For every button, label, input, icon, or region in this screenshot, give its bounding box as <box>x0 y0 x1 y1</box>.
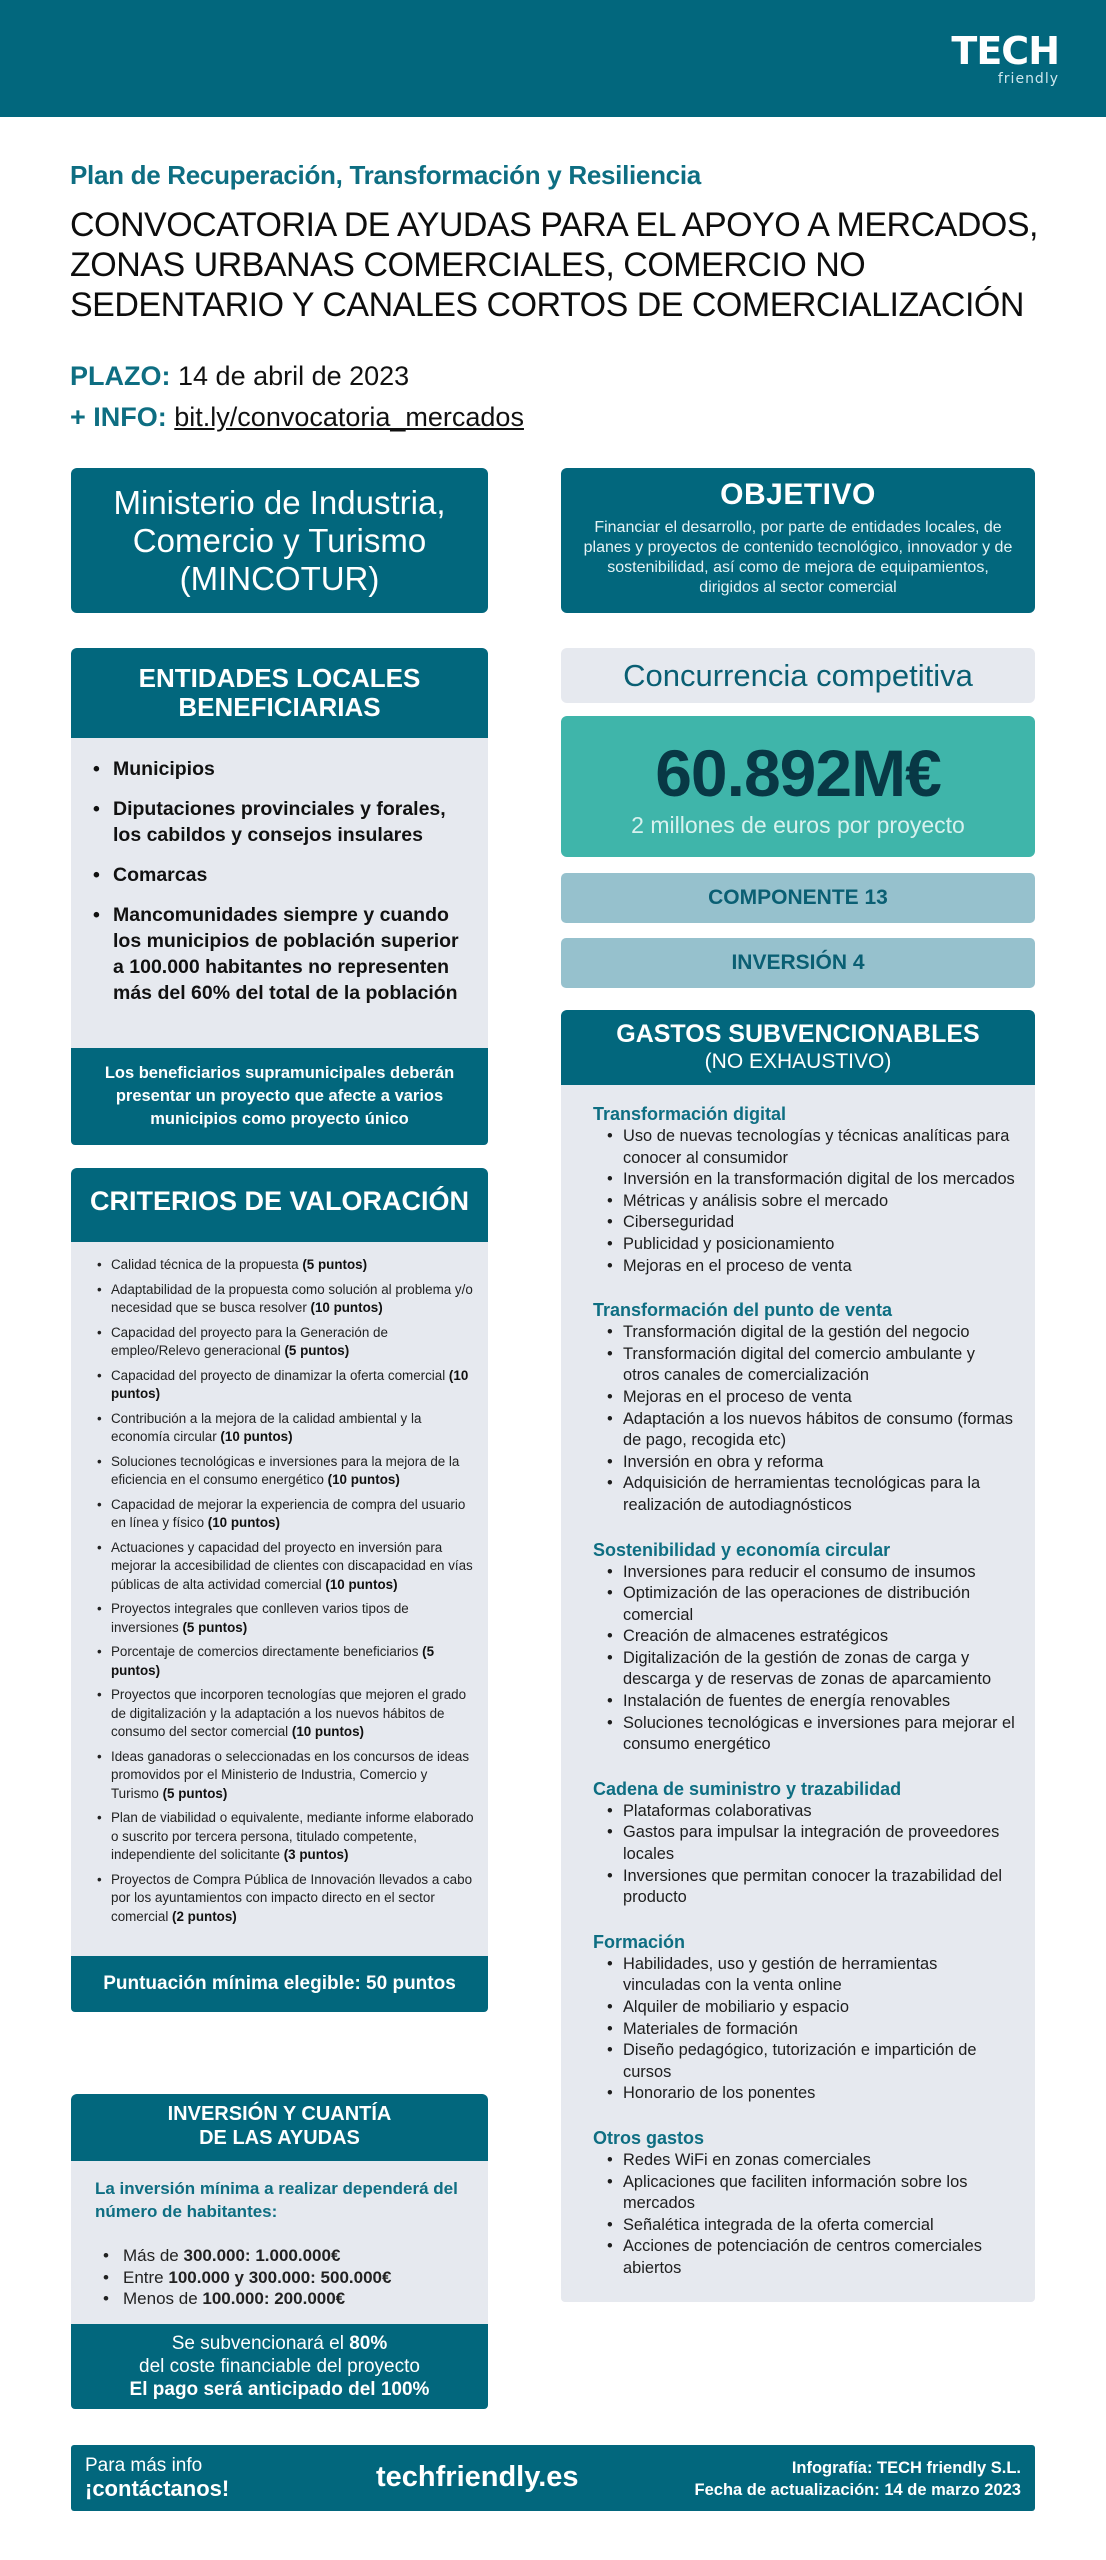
subsidy-line-1 <box>81 2332 478 2355</box>
footer-updated: Fecha de actualización: 14 de marzo 2023 <box>694 2481 1021 2499</box>
criterio-points: (10 puntos) <box>111 1367 469 1401</box>
gastos-body <box>561 1085 1035 2302</box>
entidades-list <box>91 756 468 1006</box>
footer-contact[interactable] <box>85 2454 229 2502</box>
gastos-section-list <box>593 1322 1015 1516</box>
gastos-item: • Uso de nuevas tecnologías y técnicas analíticas para conocer al consumidor <box>623 1126 1015 1169</box>
componente-tag: COMPONENTE 13 <box>561 873 1035 923</box>
budget-box <box>561 716 1035 857</box>
gastos-item: • Transformación digital de la gestión del negocio <box>623 1322 1015 1344</box>
ministerio-line-1: Ministerio de Industria, <box>113 484 446 521</box>
gastos-item: • Digitalización de la gestión de zonas de carga y descarga y de reservas de zonas de aparcamiento <box>623 1648 1015 1691</box>
criterio-text: Proyectos que incorporen tecnologías que mejoren el grado de digitalización y la adaptación a los nuevos hábitos de consumo del sector comercial <box>111 1687 467 1739</box>
criterio-points: (10 puntos) <box>207 1515 280 1530</box>
gastos-section <box>593 1539 1015 1756</box>
entidades-title-line-1: ENTIDADES LOCALES <box>138 663 421 693</box>
header-band <box>0 0 1106 117</box>
deadline-row <box>70 361 1050 392</box>
gastos-item: • Aplicaciones que faciliten información sobre los mercados <box>623 2172 1015 2215</box>
criterio-points: (2 puntos) <box>172 1908 237 1924</box>
gastos-section-title: Formación <box>593 1931 686 1952</box>
inversion-body <box>71 2161 488 2324</box>
criterio-points: (10 puntos) <box>325 1576 398 1592</box>
gastos-item: • Plataformas colaborativas <box>623 1801 1015 1823</box>
gastos-item: • Inversiones para reducir el consumo de insumos <box>623 1562 1015 1584</box>
inversion-list <box>95 2245 464 2310</box>
criterio-points: (5 puntos) <box>162 1785 228 1801</box>
criterio-points: (10 puntos) <box>291 1724 365 1739</box>
gastos-section-title: Cadena de suministro y trazabilidad <box>593 1778 902 1799</box>
criterio-points: (5 puntos) <box>284 1343 350 1358</box>
gastos-section <box>593 1103 1015 1277</box>
tech-friendly-logo[interactable] <box>951 29 1059 87</box>
subsidy-percent: 80% <box>349 2332 388 2354</box>
inversion-item-amount: 100.000: 200.000€ <box>202 2289 346 2308</box>
criterio-text: Plan de viabilidad o equivalente, mediante informe elaborado o suscrito por tercera persona, titulado competente, independiente del solicitante <box>111 1810 474 1862</box>
criterio-item <box>101 1256 474 1275</box>
criterio-points: (5 puntos) <box>182 1619 248 1635</box>
ministerio-line-2: Comercio y Turismo <box>132 522 427 559</box>
criterio-text: Proyectos de Compra Pública de Innovación llevados a cabo por los ayuntamientos con impacto directo en el sector comercial <box>111 1871 473 1924</box>
criterio-item <box>101 1600 474 1637</box>
inversion-item <box>123 2288 464 2310</box>
gastos-item: • Inversión en la transformación digital de los mercados <box>623 1169 1015 1191</box>
gastos-item: • Optimización de las operaciones de distribución comercial <box>623 1583 1015 1626</box>
entidad-item: • Municipios <box>91 756 468 782</box>
gastos-item: • Habilidades, uso y gestión de herramientas vinculadas con la venta online <box>623 1954 1015 1997</box>
entidades-body <box>71 738 488 1048</box>
gastos-item: • Acciones de potenciación de centros comerciales abiertos <box>623 2236 1015 2279</box>
subsidy-line-2: del coste financiable del proyecto <box>139 2355 420 2377</box>
gastos-item: • Inversiones que permitan conocer la trazabilidad del producto <box>623 1866 1015 1909</box>
criterio-item <box>101 1748 474 1804</box>
inversion-item-amount: 300.000: 1.000.000€ <box>183 2246 341 2265</box>
info-row <box>70 402 1050 433</box>
gastos-section-title: Otros gastos <box>593 2127 705 2148</box>
info-label: + INFO: <box>70 402 167 432</box>
gastos-item: • Publicidad y posicionamiento <box>623 1234 1015 1256</box>
gastos-item: • Ciberseguridad <box>623 1212 1015 1234</box>
footer-contact-line-1: Para más info <box>85 2455 203 2476</box>
footer-website-link[interactable]: techfriendly.es <box>376 2461 579 2493</box>
inversion-header <box>71 2094 488 2161</box>
criterios-body <box>71 1242 488 1956</box>
inversion-item-amount: 100.000 y 300.000: 500.000€ <box>168 2267 392 2287</box>
criterio-item <box>101 1539 474 1595</box>
gastos-section <box>593 1931 1015 2105</box>
gastos-section-list <box>593 1562 1015 1756</box>
criterio-item <box>101 1324 474 1361</box>
inversion-title-line-2: DE LAS AYUDAS <box>199 2127 360 2149</box>
entidades-header <box>71 648 488 738</box>
criterio-points: (3 puntos) <box>283 1847 349 1862</box>
gastos-section <box>593 2127 1015 2280</box>
criterio-points: (10 puntos) <box>310 1300 383 1315</box>
inversion-item-prefix: Menos de <box>123 2289 203 2308</box>
entidades-note: Los beneficiarios supramunicipales deberán presentar un proyecto que afecte a varios municipios como proyecto único <box>71 1048 488 1145</box>
logo-sub-text: friendly <box>997 71 1059 87</box>
gastos-section <box>593 1299 1015 1516</box>
inversion-item <box>123 2267 464 2289</box>
deadline-value: 14 de abril de 2023 <box>178 361 410 391</box>
criterio-text: Ideas ganadoras o seleccionadas en los concursos de ideas promovidos por el Ministerio de Industria, Comercio y Turismo <box>111 1748 470 1801</box>
budget-per-project: 2 millones de euros por proyecto <box>631 812 965 838</box>
criterio-text: Capacidad del proyecto para la Generación de empleo/Relevo generacional <box>111 1324 388 1358</box>
gastos-section-list <box>593 1801 1015 1909</box>
footer-contact-line-2: ¡contáctanos! <box>85 2476 230 2501</box>
page-title: CONVOCATORIA DE AYUDAS PARA EL APOYO A MERCADOS, ZONAS URBANAS COMERCIALES, COMERCIO NO SEDENTARIO Y CANALES CORTOS DE COMERCIALIZACIÓN <box>70 206 1038 324</box>
criterios-card <box>71 1168 488 2012</box>
gastos-header <box>561 1010 1035 1085</box>
gastos-item: • Mejoras en el proceso de venta <box>623 1387 1015 1409</box>
entidades-card <box>71 648 488 1145</box>
gastos-section-list <box>593 1954 1015 2105</box>
entidad-item: • Comarcas <box>91 862 468 888</box>
criterio-points: (5 puntos) <box>111 1644 435 1678</box>
deadline-label: PLAZO: <box>70 361 171 391</box>
entidad-item: • Diputaciones provinciales y forales, los cabildos y consejos insulares <box>91 796 468 848</box>
footer-credits <box>695 2457 1021 2501</box>
gastos-item: • Instalación de fuentes de energía renovables <box>623 1691 1015 1713</box>
subsidy-banner <box>71 2324 488 2409</box>
criterio-item <box>101 1367 474 1404</box>
criterio-item <box>101 1281 474 1318</box>
inversion-item-prefix: Entre <box>123 2267 169 2287</box>
criterio-item <box>101 1686 474 1742</box>
plan-subtitle: Plan de Recuperación, Transformación y Resiliencia <box>70 160 701 190</box>
criterio-text: Porcentaje de comercios directamente beneficiarios <box>111 1644 423 1659</box>
ministerio-box <box>71 468 488 613</box>
gastos-title: GASTOS SUBVENCIONABLES <box>616 1020 980 1048</box>
gastos-item: • Señalética integrada de la oferta comercial <box>623 2215 1015 2237</box>
criterio-text: Contribución a la mejora de la calidad ambiental y la economía circular <box>111 1410 422 1444</box>
subsidy-prefix: Se subvencionará el <box>171 2332 350 2354</box>
objetivo-text: Financiar el desarrollo, por parte de entidades locales, de planes y proyectos de contenido tecnológico, innovador y de sostenibilidad, así como de mejora de equipamientos, dirigidos al sector comercial <box>583 519 1013 596</box>
gastos-section-title: Transformación digital <box>593 1104 787 1124</box>
gastos-subtitle: (NO EXHAUSTIVO) <box>704 1050 892 1073</box>
criterio-item <box>101 1809 474 1865</box>
gastos-item: • Soluciones tecnológicas e inversiones para mejorar el consumo energético <box>623 1713 1015 1756</box>
intro-section <box>70 160 1050 433</box>
criterio-item <box>101 1496 474 1533</box>
criterio-text: Proyectos integrales que conlleven varios tipos de inversiones <box>111 1601 409 1635</box>
gastos-item: • Inversión en obra y reforma <box>623 1452 1015 1474</box>
criterio-text: Adaptabilidad de la propuesta como solución al problema y/o necesidad que se busca resolver <box>111 1281 473 1315</box>
gastos-item: • Redes WiFi en zonas comerciales <box>623 2150 1015 2172</box>
criterio-text: Soluciones tecnológicas e inversiones para la mejora de la eficiencia en el consumo energético <box>111 1453 460 1487</box>
gastos-section-title: Transformación del punto de venta <box>593 1300 893 1321</box>
gastos-item: • Adquisición de herramientas tecnológicas para la realización de autodiagnósticos <box>623 1473 1015 1516</box>
gastos-item: • Mejoras en el proceso de venta <box>623 1256 1015 1278</box>
gastos-item: • Adaptación a los nuevos hábitos de consumo (formas de pago, recogida etc) <box>623 1409 1015 1452</box>
criterio-text: Calidad técnica de la propuesta <box>111 1257 303 1272</box>
gastos-item: • Materiales de formación <box>623 2019 1015 2041</box>
inversion-card <box>71 2094 488 2409</box>
gastos-section-list <box>593 2150 1015 2280</box>
gastos-section-title: Sostenibilidad y economía circular <box>593 1539 891 1560</box>
criterio-text: Capacidad del proyecto de dinamizar la oferta comercial <box>111 1367 449 1383</box>
inversion-title-line-1: INVERSIÓN Y CUANTÍA <box>167 2103 392 2125</box>
objetivo-title: OBJETIVO <box>720 478 876 511</box>
criterio-points: (10 puntos) <box>327 1472 400 1487</box>
criterio-item <box>101 1643 474 1680</box>
gastos-item: • Diseño pedagógico, tutorización e impartición de cursos <box>623 2040 1015 2083</box>
inversion-item-prefix: Más de <box>123 2246 184 2265</box>
gastos-item: • Honorario de los ponentes <box>623 2083 1015 2105</box>
gastos-section-list <box>593 1126 1015 1277</box>
criterio-points: (10 puntos) <box>220 1429 293 1444</box>
criterio-item <box>101 1453 474 1490</box>
objetivo-box <box>561 468 1035 613</box>
criterio-points: (5 puntos) <box>302 1257 368 1272</box>
entidades-title-line-2: BENEFICIARIAS <box>178 692 381 722</box>
info-link[interactable]: bit.ly/convocatoria_mercados <box>174 402 524 432</box>
gastos-card <box>561 1010 1035 2302</box>
criterios-header: CRITERIOS DE VALORACIÓN <box>71 1168 488 1242</box>
gastos-item: • Gastos para impulsar la integración de proveedores locales <box>623 1822 1015 1865</box>
inversion-intro: La inversión mínima a realizar dependerá del número de habitantes: <box>95 2179 458 2221</box>
footer-credit: Infografía: TECH friendly S.L. <box>791 2459 1021 2477</box>
footer <box>71 2445 1035 2511</box>
gastos-section <box>593 1778 1015 1909</box>
criterio-item <box>101 1871 474 1927</box>
budget-amount: 60.892M€ <box>655 736 941 810</box>
subsidy-line-3: El pago será anticipado del 100% <box>129 2378 430 2400</box>
gastos-item: • Alquiler de mobiliario y espacio <box>623 1997 1015 2019</box>
minimum-score-banner: Puntuación mínima elegible: 50 puntos <box>71 1956 488 2012</box>
inversion-tag: INVERSIÓN 4 <box>561 938 1035 988</box>
criterio-item <box>101 1410 474 1447</box>
ministerio-line-3: (MINCOTUR) <box>179 560 380 597</box>
criterio-text: Capacidad de mejorar la experiencia de compra del usuario en línea y físico <box>111 1496 466 1530</box>
entidad-item: • Mancomunidades siempre y cuando los municipios de población superior a 100.000 habitantes no representen más del 60% del total de la población <box>91 902 468 1006</box>
logo-main-text: TECH <box>951 29 1059 73</box>
gastos-item: • Métricas y análisis sobre el mercado <box>623 1191 1015 1213</box>
inversion-item <box>123 2245 464 2267</box>
concurrencia-box: Concurrencia competitiva <box>561 648 1035 703</box>
gastos-item: • Creación de almacenes estratégicos <box>623 1626 1015 1648</box>
criterios-list <box>101 1256 474 1926</box>
criterio-text: Actuaciones y capacidad del proyecto en inversión para mejorar la accesibilidad de clientes con discapacidad en vías públicas de alta actividad comercial <box>111 1539 473 1592</box>
gastos-item: • Transformación digital del comercio ambulante y otros canales de comercialización <box>623 1344 1015 1387</box>
